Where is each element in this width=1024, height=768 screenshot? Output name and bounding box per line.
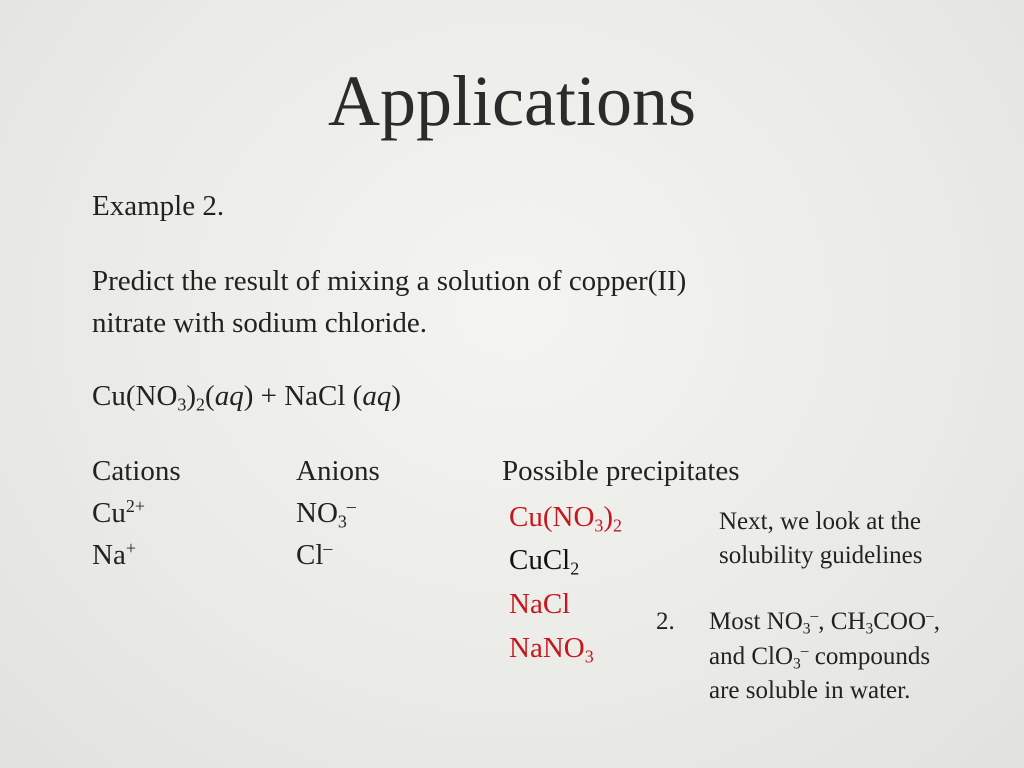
rule-number: 2. <box>656 608 675 635</box>
precipitate-nano3: NaNO$_3$ <box>509 632 594 667</box>
anion-nitrate: $NO_3^-$ <box>296 496 356 532</box>
precipitate-cucl2: CuCl$_2$ <box>509 544 580 579</box>
precipitates-header: Possible precipitates <box>502 455 740 487</box>
prompt-line-1: Predict the result of mixing a solution of copper(II) <box>92 265 687 297</box>
reaction-equation: $Cu(NO_3)_2(aq)$ + NaCl (aq) <box>92 380 402 415</box>
rule-line-2: and ClO$_3$– compounds <box>709 642 931 673</box>
cation-cu: $Cu^{2+}$ <box>92 496 145 529</box>
cations-header: Cations <box>92 455 181 487</box>
anions-header: Anions <box>296 455 380 487</box>
note-line-1: Next, we look at the <box>719 508 922 535</box>
precipitate-nacl: NaCl <box>509 588 571 620</box>
example-label: Example 2. <box>92 190 225 222</box>
cation-na: Na+ <box>92 538 136 571</box>
precipitate-cu-no3-2: $Cu(NO_3)_2$ <box>509 501 623 536</box>
rule-line-1: Most $NO_3^-$, $CH_3COO^-$, <box>709 607 941 638</box>
slide-title: Applications <box>328 61 696 141</box>
rule-line-3: are soluble in water. <box>709 677 911 704</box>
prompt-line-2: nitrate with sodium chloride. <box>92 307 428 339</box>
anion-chloride: Cl– <box>296 538 333 571</box>
note-line-2: solubility guidelines <box>719 542 923 569</box>
